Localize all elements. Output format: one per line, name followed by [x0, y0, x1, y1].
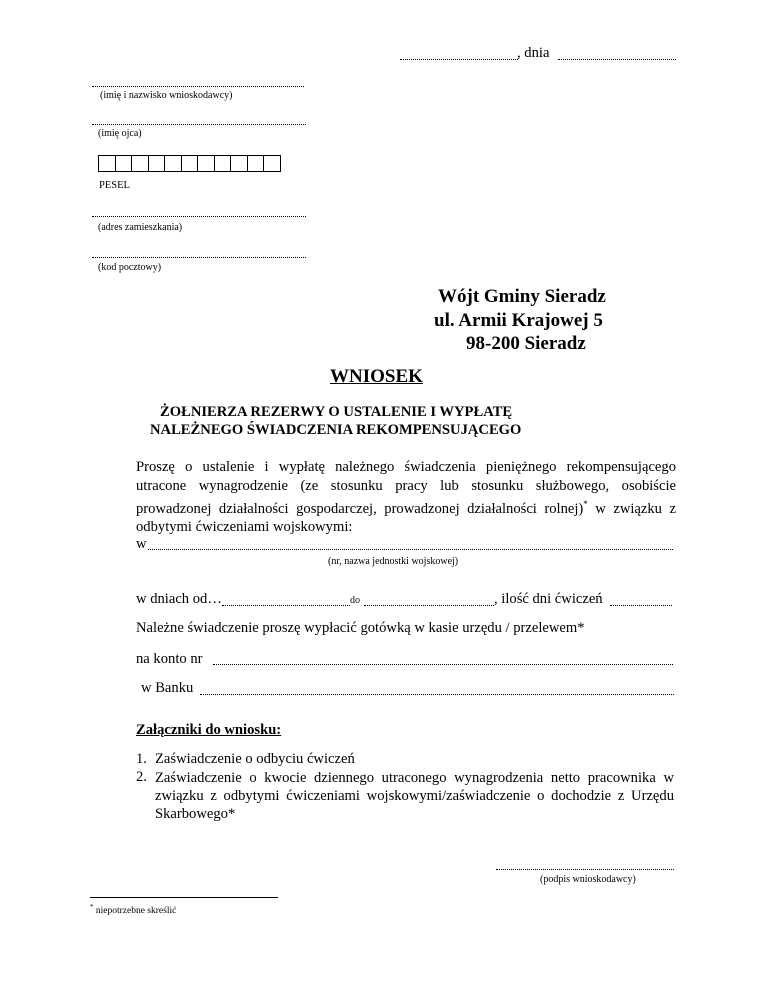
pesel-digit-box[interactable] — [149, 155, 166, 172]
unit-prefix: w — [136, 536, 147, 552]
pesel-digit-box[interactable] — [99, 155, 116, 172]
subtitle-line-1: ŻOŁNIERZA REZERWY O USTALENIE I WYPŁATĘ — [160, 404, 513, 420]
postal-dotted-line[interactable] — [92, 257, 306, 258]
footnote-marker: * — [583, 499, 588, 509]
pesel-digit-box[interactable] — [264, 155, 281, 172]
request-paragraph — [136, 458, 676, 537]
recipient-line-3: 98-200 Sieradz — [466, 333, 586, 354]
pesel-boxes[interactable] — [98, 155, 281, 172]
attachment-item-2: Zaświadczenie o kwocie dziennego utraconego wynagrodzenia netto pracownika w związku z odbytymi ćwiczeniami wojskowymi/zaświadczenie o dochodzie z Urzędu Skarbowego* — [155, 770, 674, 822]
pesel-digit-box[interactable] — [165, 155, 182, 172]
footnote-text: niepotrzebne skreślić — [93, 906, 177, 917]
recipient-line-2: ul. Armii Krajowej 5 — [434, 310, 603, 331]
days-count-label: , ilość dni ćwiczeń — [494, 591, 603, 607]
pesel-digit-box[interactable] — [215, 155, 232, 172]
request-text-end: w związku z odbytymi ćwiczeniami wojskowymi: — [136, 500, 676, 536]
attachment-number-2: 2. — [136, 769, 147, 785]
signature-label: (podpis wnioskodawcy) — [540, 874, 636, 885]
account-label: na konto nr — [136, 651, 203, 667]
request-text: Proszę o ustalenie i wypłatę należnego świadczenia pieniężnego rekompensującego utracone wynagrodzenie (ze stosunku pracy lub stosunku służbowego, osobiście prowadzonej działalności gospodarczej, prowadzonej działalności rolnej) — [136, 459, 676, 517]
dates-from-label: w dniach od… — [136, 591, 222, 607]
days-count-dotted-line[interactable] — [610, 605, 672, 606]
name-dotted-line[interactable] — [92, 86, 304, 87]
dates-to-label: do — [350, 595, 360, 606]
footnote-mark: * — [90, 903, 94, 911]
attachments-header: Załączniki do wniosku: — [136, 722, 282, 738]
father-label: (imię ojca) — [98, 128, 142, 139]
pesel-label: PESEL — [99, 180, 130, 191]
signature-dotted-line[interactable] — [496, 869, 674, 870]
recipient-line-1: Wójt Gminy Sieradz — [438, 286, 606, 307]
attachment-number-1: 1. — [136, 751, 147, 767]
payment-text: Należne świadczenie proszę wypłacić gotówką w kasie urzędu / przelewem* — [136, 620, 585, 636]
attachment-item-1: Zaświadczenie o odbyciu ćwiczeń — [155, 751, 355, 767]
date-dotted-line[interactable] — [558, 59, 676, 60]
bank-dotted-line[interactable] — [200, 694, 674, 695]
pesel-digit-box[interactable] — [116, 155, 133, 172]
pesel-digit-box[interactable] — [132, 155, 149, 172]
name-label: (imię i nazwisko wnioskodawcy) — [100, 90, 233, 101]
address-dotted-line[interactable] — [92, 216, 306, 217]
footnote-separator — [90, 897, 278, 898]
date-from-dotted-line[interactable] — [222, 605, 350, 606]
date-label: , dnia — [517, 45, 550, 61]
place-dotted-line[interactable] — [400, 59, 518, 60]
pesel-digit-box[interactable] — [182, 155, 199, 172]
pesel-digit-box[interactable] — [198, 155, 215, 172]
father-dotted-line[interactable] — [92, 124, 306, 125]
pesel-digit-box[interactable] — [231, 155, 248, 172]
date-to-dotted-line[interactable] — [364, 605, 494, 606]
subtitle-line-2: NALEŻNEGO ŚWIADCZENIA REKOMPENSUJĄCEGO — [150, 422, 522, 438]
account-dotted-line[interactable] — [213, 664, 673, 665]
unit-dotted-line[interactable] — [148, 549, 673, 550]
unit-label: (nr, nazwa jednostki wojskowej) — [328, 556, 459, 567]
address-label: (adres zamieszkania) — [98, 222, 183, 233]
bank-label: w Banku — [141, 680, 194, 696]
pesel-digit-box[interactable] — [248, 155, 265, 172]
postal-label: (kod pocztowy) — [98, 262, 162, 273]
document-title: WNIOSEK — [330, 366, 423, 387]
footnote — [90, 903, 176, 916]
